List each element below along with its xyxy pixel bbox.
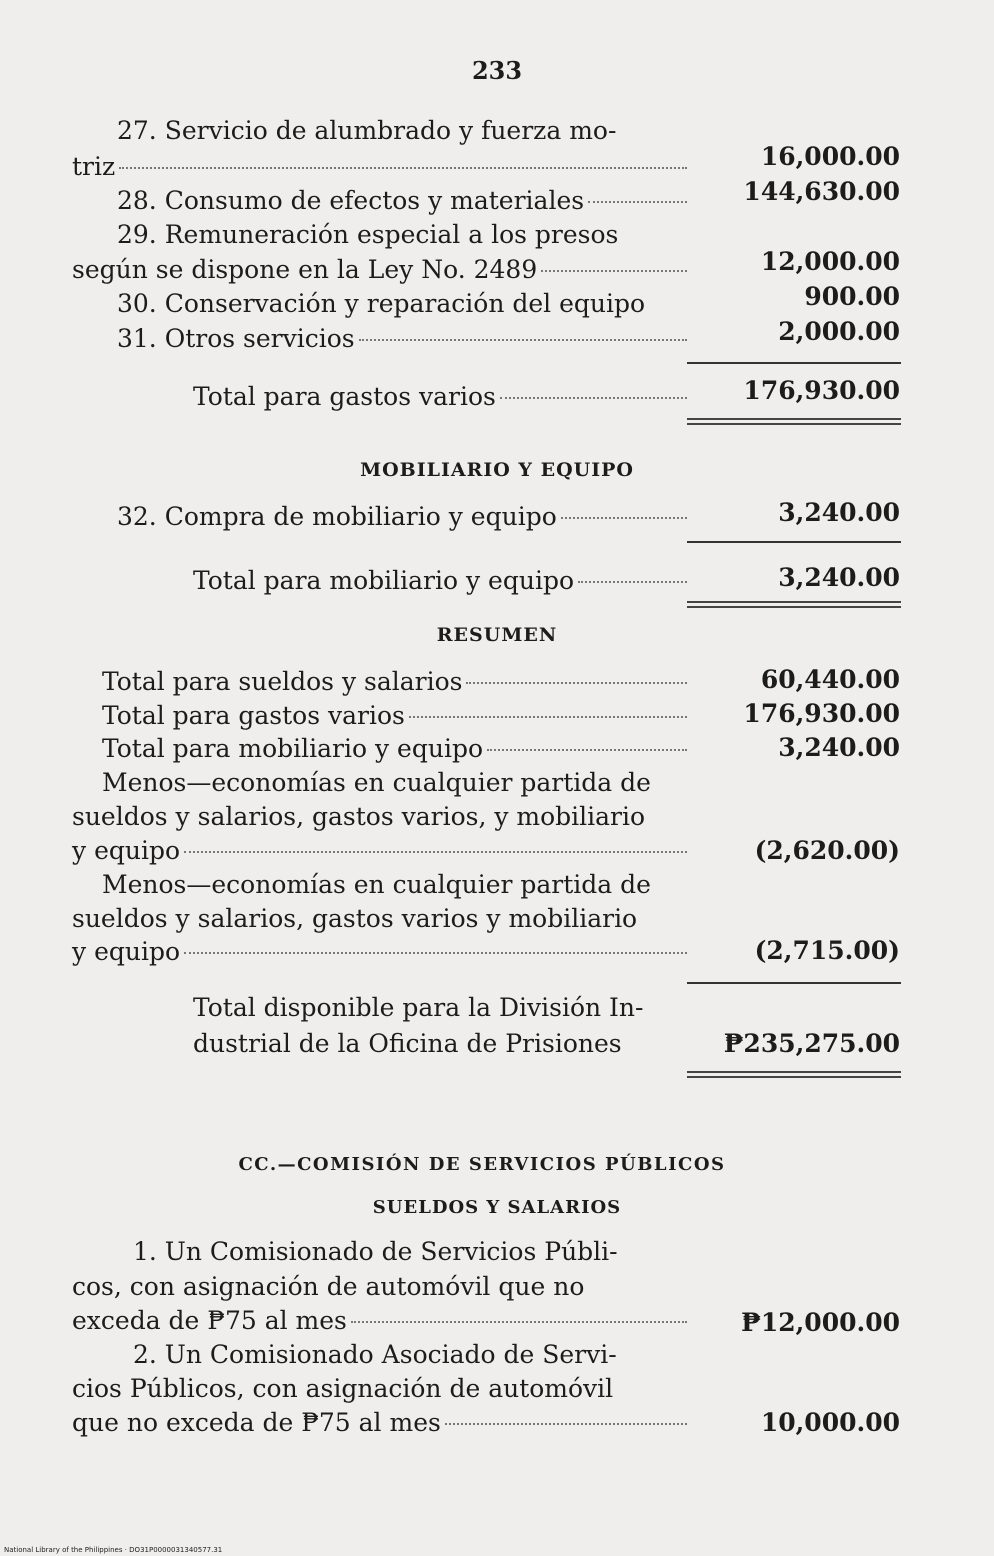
item-27-amount: 16,000.00 <box>760 142 900 171</box>
item-30-amount: 900.00 <box>804 282 900 311</box>
item-30-line: 30. Conservación y reparación del equipo <box>117 289 646 318</box>
cc-item2-line1: 2. Un Comisionado Asociado de Servi- <box>133 1340 617 1369</box>
leader-dots <box>588 201 687 203</box>
resumen-menos2-line3: y equipo <box>72 935 687 969</box>
cc-item1-line3: exceda de ₱75 al mes <box>72 1304 687 1338</box>
total-disponible-line1: Total disponible para la División In- <box>193 993 644 1022</box>
total-varios-line: Total para gastos varios <box>193 380 687 414</box>
resumen-menos2-line1: Menos—economías en cualquier partida de <box>102 870 651 899</box>
leader-dots <box>578 581 687 583</box>
total-mobiliario-amount: 3,240.00 <box>778 563 900 592</box>
leader-dots <box>351 1321 687 1323</box>
resumen-menos1-amount: (2,620.00) <box>754 836 900 865</box>
cc-item2-line3: que no exceda de ₱75 al mes <box>72 1406 687 1440</box>
section-heading-cc: CC.—COMISIÓN DE SERVICIOS PÚBLICOS <box>238 1154 726 1175</box>
leader-dots <box>409 716 687 718</box>
leader-dots <box>359 339 687 341</box>
leader-dots <box>466 682 687 684</box>
cc-item1-amount: ₱12,000.00 <box>741 1308 900 1337</box>
section-heading-mobiliario: MOBILIARIO Y EQUIPO <box>360 459 634 481</box>
total-varios-amount: 176,930.00 <box>743 376 900 405</box>
footer-source: National Library of the Philippines · DO31P0000031340577.31 <box>4 1546 223 1554</box>
resumen-sueldos-line: Total para sueldos y salarios <box>102 665 687 699</box>
resumen-sueldos-amount: 60,440.00 <box>760 665 900 694</box>
item-29-line1: 29. Remuneración especial a los presos <box>117 220 619 249</box>
cc-item1-line2: cos, con asignación de automóvil que no <box>72 1272 585 1301</box>
resumen-varios-line: Total para gastos varios <box>102 699 687 733</box>
resumen-menos1-line3: y equipo <box>72 834 687 868</box>
total-mobiliario-line: Total para mobiliario y equipo <box>193 564 687 598</box>
item-29-line2: según se dispone en la Ley No. 2489 <box>72 253 687 287</box>
item-27-line1: 27. Servicio de alumbrado y fuerza mo- <box>117 116 617 145</box>
resumen-mobiliario-amount: 3,240.00 <box>778 733 900 762</box>
item-31-line: 31. Otros servicios <box>117 322 687 356</box>
item-32-line: 32. Compra de mobiliario y equipo <box>117 500 687 534</box>
total-double-rule <box>687 601 901 608</box>
page-number: 233 <box>471 56 523 85</box>
subtotal-rule <box>687 982 901 984</box>
cc-item2-line2: cios Públicos, con asignación de automóvil <box>72 1374 614 1403</box>
resumen-menos2-line2: sueldos y salarios, gastos varios y mobiliario <box>72 904 638 933</box>
total-double-rule <box>687 1071 901 1078</box>
section-subheading-sueldos: SUELDOS Y SALARIOS <box>372 1197 622 1218</box>
subtotal-rule <box>687 362 901 364</box>
total-disponible-line2: dustrial de la Oficina de Prisiones <box>193 1029 622 1058</box>
resumen-mobiliario-line: Total para mobiliario y equipo <box>102 732 687 766</box>
leader-dots <box>487 749 687 751</box>
total-disponible-amount: ₱235,275.00 <box>723 1029 900 1058</box>
item-31-amount: 2,000.00 <box>778 317 900 346</box>
subtotal-rule <box>687 541 901 543</box>
total-double-rule <box>687 418 901 425</box>
leader-dots <box>561 517 687 519</box>
cc-item1-line1: 1. Un Comisionado de Servicios Públi- <box>133 1237 618 1266</box>
leader-dots <box>184 851 687 853</box>
item-28-line: 28. Consumo de efectos y materiales <box>117 184 687 218</box>
section-heading-resumen: RESUMEN <box>436 624 558 646</box>
resumen-menos1-line2: sueldos y salarios, gastos varios, y mobiliario <box>72 802 646 831</box>
leader-dots <box>445 1423 687 1425</box>
leader-dots <box>184 952 687 954</box>
resumen-varios-amount: 176,930.00 <box>743 699 900 728</box>
leader-dots <box>119 167 687 169</box>
item-29-amount: 12,000.00 <box>760 247 900 276</box>
cc-item2-amount: 10,000.00 <box>760 1408 900 1437</box>
resumen-menos1-line1: Menos—economías en cualquier partida de <box>102 768 651 797</box>
resumen-menos2-amount: (2,715.00) <box>754 936 900 965</box>
item-32-amount: 3,240.00 <box>778 498 900 527</box>
leader-dots <box>541 270 687 272</box>
item-27-line2: triz <box>72 150 687 184</box>
leader-dots <box>500 397 687 399</box>
item-28-amount: 144,630.00 <box>743 177 900 206</box>
